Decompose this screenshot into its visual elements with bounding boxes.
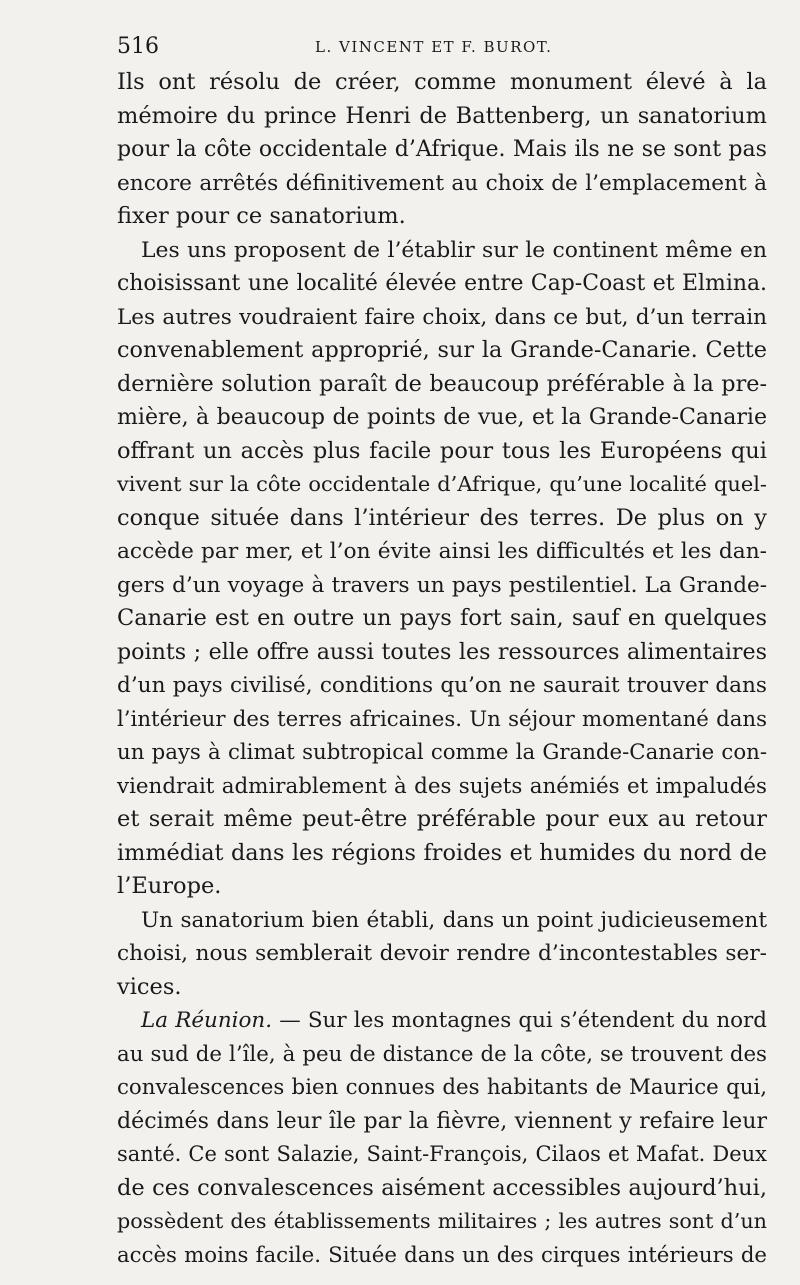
text-line: pour la côte occidentale d’Afrique. Mais ils ne se sont pas (117, 137, 767, 162)
text-line: points ; elle offre aussi toutes les ressources alimentaires (117, 638, 767, 665)
text-line: conque située dans l’intérieur des terres. De plus on y (117, 504, 767, 531)
text-line: un pays à climat subtropical comme la Grande-Canarie con- (117, 740, 767, 765)
text-line: Canarie est en outre un pays fort sain, sauf en quelques (117, 605, 767, 631)
text-line: l’intérieur des terres africaines. Un séjour momentané dans (117, 706, 767, 732)
text-line: possèdent des établissements militaires ; les autres sont d’un (117, 1209, 767, 1233)
text-line: Un sanatorium bien établi, dans un point judicieusement (141, 907, 767, 933)
text-line: Les uns proposent de l’établir sur le continent même en (141, 237, 767, 263)
text-line: encore arrêtés définitivement au choix de l’emplacement à (117, 170, 767, 196)
text-line: mière, à beaucoup de points de vue, et la Grande-Canarie (117, 405, 767, 430)
page-header (117, 34, 760, 64)
text-line: convenablement approprié, sur la Grande-Canarie. Cette (117, 337, 767, 363)
text-line: immédiat dans les régions froides et humides du nord de (117, 839, 767, 866)
text-line: décimés dans leur île par la fièvre, viennent y refaire leur (117, 1107, 767, 1134)
text-line: de ces convalescences aisément accessibles aujourd’hui, (117, 1174, 767, 1201)
text-line: choisissant une localité élevée entre Cap-Coast et Elmina. (117, 271, 767, 296)
text-line: santé. Ce sont Salazie, Saint-François, Cilaos et Mafat. Deux (117, 1142, 767, 1166)
running-head: L. VINCENT ET F. BUROT. (315, 38, 553, 56)
text-line: au sud de l’île, à peu de distance de la côte, se trouvent des (117, 1041, 767, 1067)
text-line: Ils ont résolu de créer, comme monument élevé à la (117, 69, 767, 95)
text-line: accède par mer, et l’on évite ainsi les difficultés et les dan- (117, 539, 767, 564)
text-line: convalescences bien connues des habitants de Maurice qui, (117, 1075, 767, 1100)
text-line: l’Europe. (117, 873, 222, 899)
body-text (117, 66, 767, 1272)
text-line: fixer pour ce sanatorium. (117, 203, 406, 229)
text-line: Les autres voudraient faire choix, dans ce but, d’un terrain (117, 304, 767, 330)
text-line: vivent sur la côte occidentale d’Afrique, qu’une localité quel- (117, 472, 767, 496)
text-line: offrant un accès plus facile pour tous les Européens qui (117, 437, 767, 464)
section-heading-reunion: La Réunion. (141, 1008, 273, 1033)
text-line: choisi, nous semblerait devoir rendre d’incontestables ser- (117, 941, 767, 966)
text-line: accès moins facile. Située dans un des cirques intérieurs de (117, 1242, 767, 1268)
text-line: dernière solution paraît de beaucoup préférable à la pre- (117, 370, 767, 397)
page-number: 516 (117, 34, 159, 59)
text-line: et serait même peut-être préférable pour eux au retour (117, 806, 767, 832)
text-line: viendrait admirablement à des sujets anémiés et impaludés (117, 773, 767, 799)
text-line: La Réunion. — Sur les montagnes qui s’étendent du nord (141, 1008, 768, 1033)
text-line: vices. (117, 973, 182, 1000)
text-line: mémoire du prince Henri de Battenberg, un sanatorium (117, 102, 767, 129)
text-line: gers d’un voyage à travers un pays pestilentiel. La Grande- (117, 572, 767, 598)
text-line: d’un pays civilisé, conditions qu’on ne saurait trouver dans (117, 673, 767, 698)
